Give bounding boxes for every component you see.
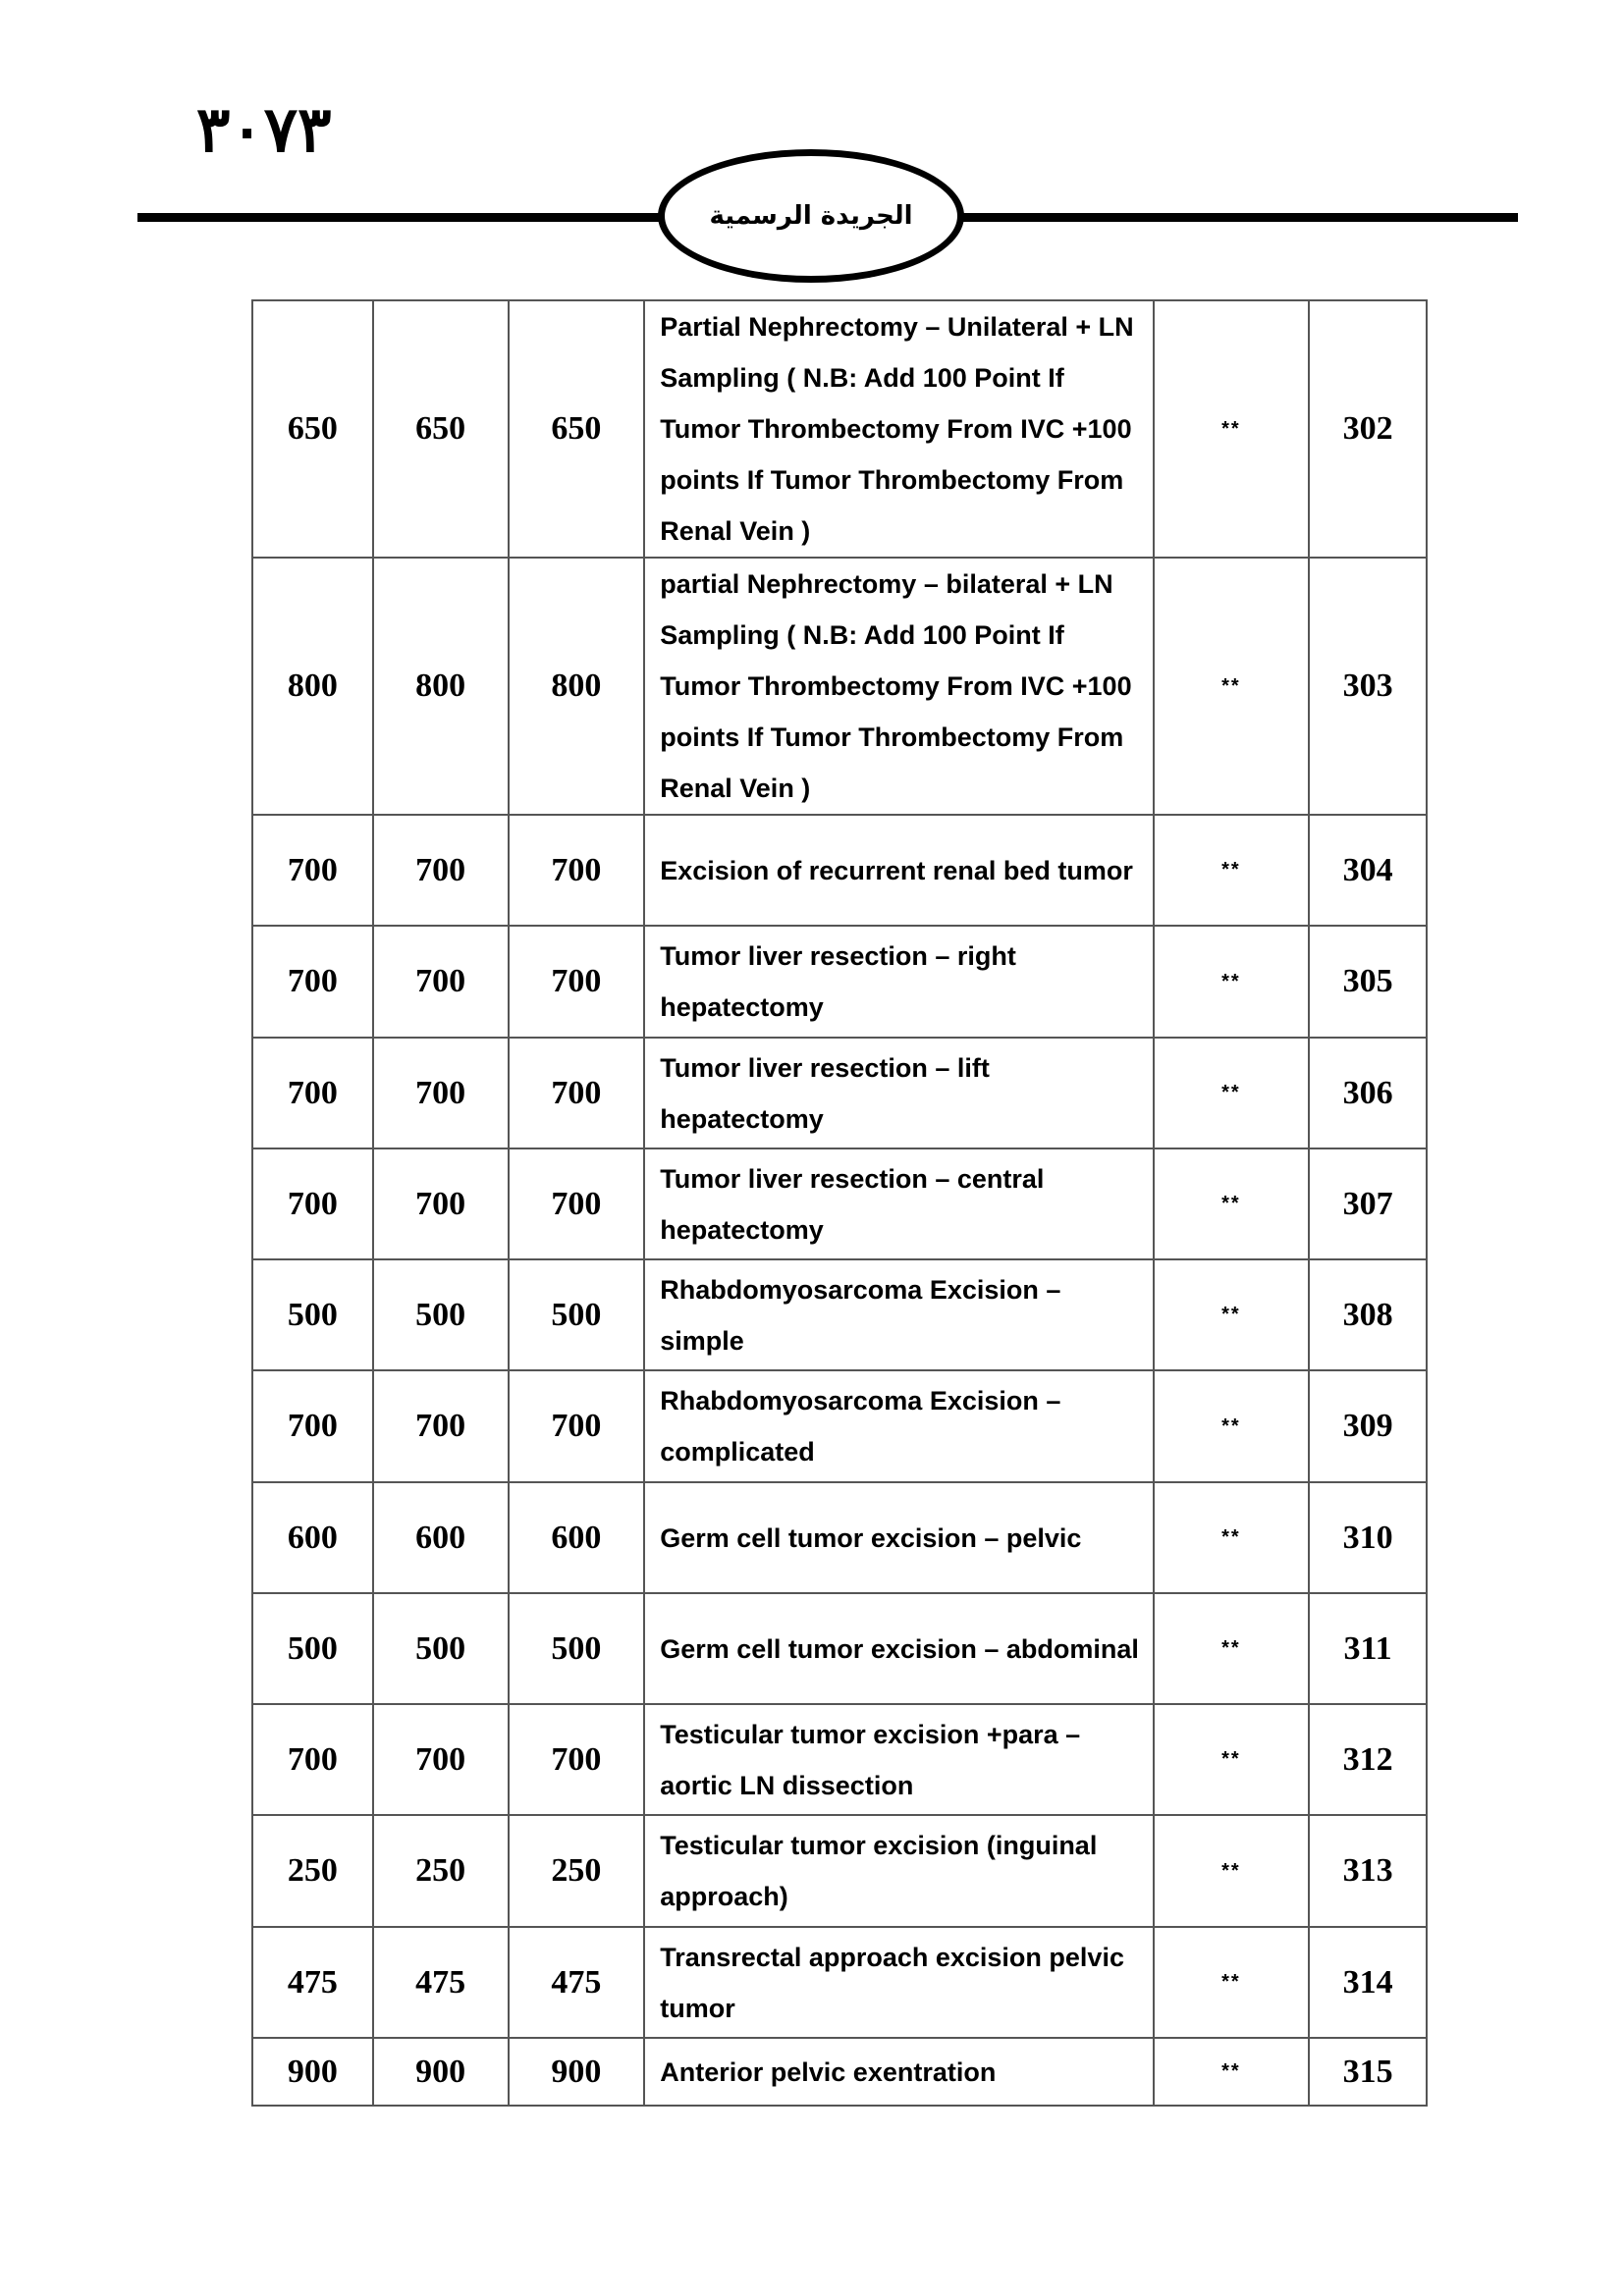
mark-cell: **	[1154, 1370, 1310, 1482]
mark-cell: **	[1154, 558, 1310, 815]
table-row	[252, 1370, 1427, 1482]
mark-cell: **	[1154, 1259, 1310, 1370]
fee-col-2: 700	[373, 1148, 509, 1259]
fee-col-3: 700	[509, 1370, 645, 1482]
fee-col-3: 700	[509, 815, 645, 926]
fee-col-3: 700	[509, 926, 645, 1038]
table-row	[252, 2038, 1427, 2106]
procedure-description: Excision of recurrent renal bed tumor	[644, 815, 1153, 926]
table-row	[252, 1593, 1427, 1704]
fee-col-2: 500	[373, 1593, 509, 1704]
fee-col-3: 250	[509, 1815, 645, 1927]
procedure-description: partial Nephrectomy – bilateral + LN Sampling ( N.B: Add 100 Point If Tumor Thrombectomy From IVC +100 points If Tumor Thrombectomy From Renal Vein )	[644, 558, 1153, 815]
fee-col-2: 475	[373, 1927, 509, 2038]
procedure-description: Germ cell tumor excision – pelvic	[644, 1482, 1153, 1593]
procedure-description: Tumor liver resection – right hepatectomy	[644, 926, 1153, 1038]
table-row	[252, 558, 1427, 815]
procedure-code: 305	[1309, 926, 1427, 1038]
procedure-code: 306	[1309, 1038, 1427, 1148]
fee-col-2: 600	[373, 1482, 509, 1593]
mark-cell: **	[1154, 1815, 1310, 1927]
procedure-code: 307	[1309, 1148, 1427, 1259]
table-row	[252, 1038, 1427, 1148]
procedure-code: 315	[1309, 2038, 1427, 2106]
fees-table	[251, 299, 1428, 2107]
procedure-description: Testicular tumor excision (inguinal approach)	[644, 1815, 1153, 1927]
mark-cell: **	[1154, 1482, 1310, 1593]
fee-col-1: 700	[252, 1704, 373, 1815]
procedure-description: Tumor liver resection – lift hepatectomy	[644, 1038, 1153, 1148]
fee-col-2: 700	[373, 815, 509, 926]
procedure-code: 303	[1309, 558, 1427, 815]
fee-col-1: 475	[252, 1927, 373, 2038]
procedure-code: 311	[1309, 1593, 1427, 1704]
fee-col-1: 900	[252, 2038, 373, 2106]
procedure-description: Rhabdomyosarcoma Excision – simple	[644, 1259, 1153, 1370]
table-row	[252, 926, 1427, 1038]
procedure-code: 302	[1309, 300, 1427, 558]
procedure-description: Anterior pelvic exentration	[644, 2038, 1153, 2106]
fee-col-1: 700	[252, 815, 373, 926]
mark-cell: **	[1154, 1927, 1310, 2038]
fee-col-1: 700	[252, 1038, 373, 1148]
fee-col-1: 500	[252, 1593, 373, 1704]
fee-col-3: 900	[509, 2038, 645, 2106]
fee-col-1: 500	[252, 1259, 373, 1370]
fee-col-1: 700	[252, 1370, 373, 1482]
procedure-description: Testicular tumor excision +para –aortic LN dissection	[644, 1704, 1153, 1815]
mark-cell: **	[1154, 926, 1310, 1038]
fee-col-1: 700	[252, 926, 373, 1038]
table-row	[252, 1704, 1427, 1815]
fee-col-3: 800	[509, 558, 645, 815]
fee-col-1: 650	[252, 300, 373, 558]
procedure-code: 313	[1309, 1815, 1427, 1927]
fee-col-1: 800	[252, 558, 373, 815]
page-number: ٣٠٧٣	[196, 93, 332, 167]
procedure-code: 308	[1309, 1259, 1427, 1370]
mark-cell: **	[1154, 815, 1310, 926]
fee-col-2: 700	[373, 1038, 509, 1148]
mark-cell: **	[1154, 1038, 1310, 1148]
procedure-description: Partial Nephrectomy – Unilateral + LN Sampling ( N.B: Add 100 Point If Tumor Thrombectomy From IVC +100 points If Tumor Thrombectomy From Renal Vein )	[644, 300, 1153, 558]
mark-cell: **	[1154, 300, 1310, 558]
gazette-title: الجريدة الرسمية	[709, 201, 913, 231]
fee-col-1: 600	[252, 1482, 373, 1593]
procedure-description: Tumor liver resection – central hepatectomy	[644, 1148, 1153, 1259]
fee-col-3: 475	[509, 1927, 645, 2038]
table-row	[252, 1148, 1427, 1259]
fee-col-2: 900	[373, 2038, 509, 2106]
fee-col-1: 250	[252, 1815, 373, 1927]
fee-col-3: 600	[509, 1482, 645, 1593]
fee-col-2: 800	[373, 558, 509, 815]
table-row	[252, 1482, 1427, 1593]
table-row	[252, 1927, 1427, 2038]
fee-col-3: 650	[509, 300, 645, 558]
fee-col-2: 700	[373, 926, 509, 1038]
procedure-code: 312	[1309, 1704, 1427, 1815]
fee-col-3: 500	[509, 1259, 645, 1370]
fee-col-2: 700	[373, 1704, 509, 1815]
fee-col-3: 700	[509, 1038, 645, 1148]
procedure-code: 304	[1309, 815, 1427, 926]
fee-col-1: 700	[252, 1148, 373, 1259]
fee-col-2: 650	[373, 300, 509, 558]
table-row	[252, 1815, 1427, 1927]
procedure-description: Rhabdomyosarcoma Excision – complicated	[644, 1370, 1153, 1482]
mark-cell: **	[1154, 1148, 1310, 1259]
procedure-code: 314	[1309, 1927, 1427, 2038]
mark-cell: **	[1154, 2038, 1310, 2106]
table-row	[252, 815, 1427, 926]
fee-col-2: 500	[373, 1259, 509, 1370]
procedure-description: Transrectal approach excision pelvic tumor	[644, 1927, 1153, 2038]
procedure-description: Germ cell tumor excision – abdominal	[644, 1593, 1153, 1704]
fee-col-3: 500	[509, 1593, 645, 1704]
fee-col-2: 250	[373, 1815, 509, 1927]
procedure-code: 310	[1309, 1482, 1427, 1593]
procedure-code: 309	[1309, 1370, 1427, 1482]
gazette-emblem	[658, 149, 964, 283]
table-row	[252, 1259, 1427, 1370]
fee-col-2: 700	[373, 1370, 509, 1482]
table-row	[252, 300, 1427, 558]
fee-col-3: 700	[509, 1148, 645, 1259]
fee-col-3: 700	[509, 1704, 645, 1815]
mark-cell: **	[1154, 1593, 1310, 1704]
mark-cell: **	[1154, 1704, 1310, 1815]
